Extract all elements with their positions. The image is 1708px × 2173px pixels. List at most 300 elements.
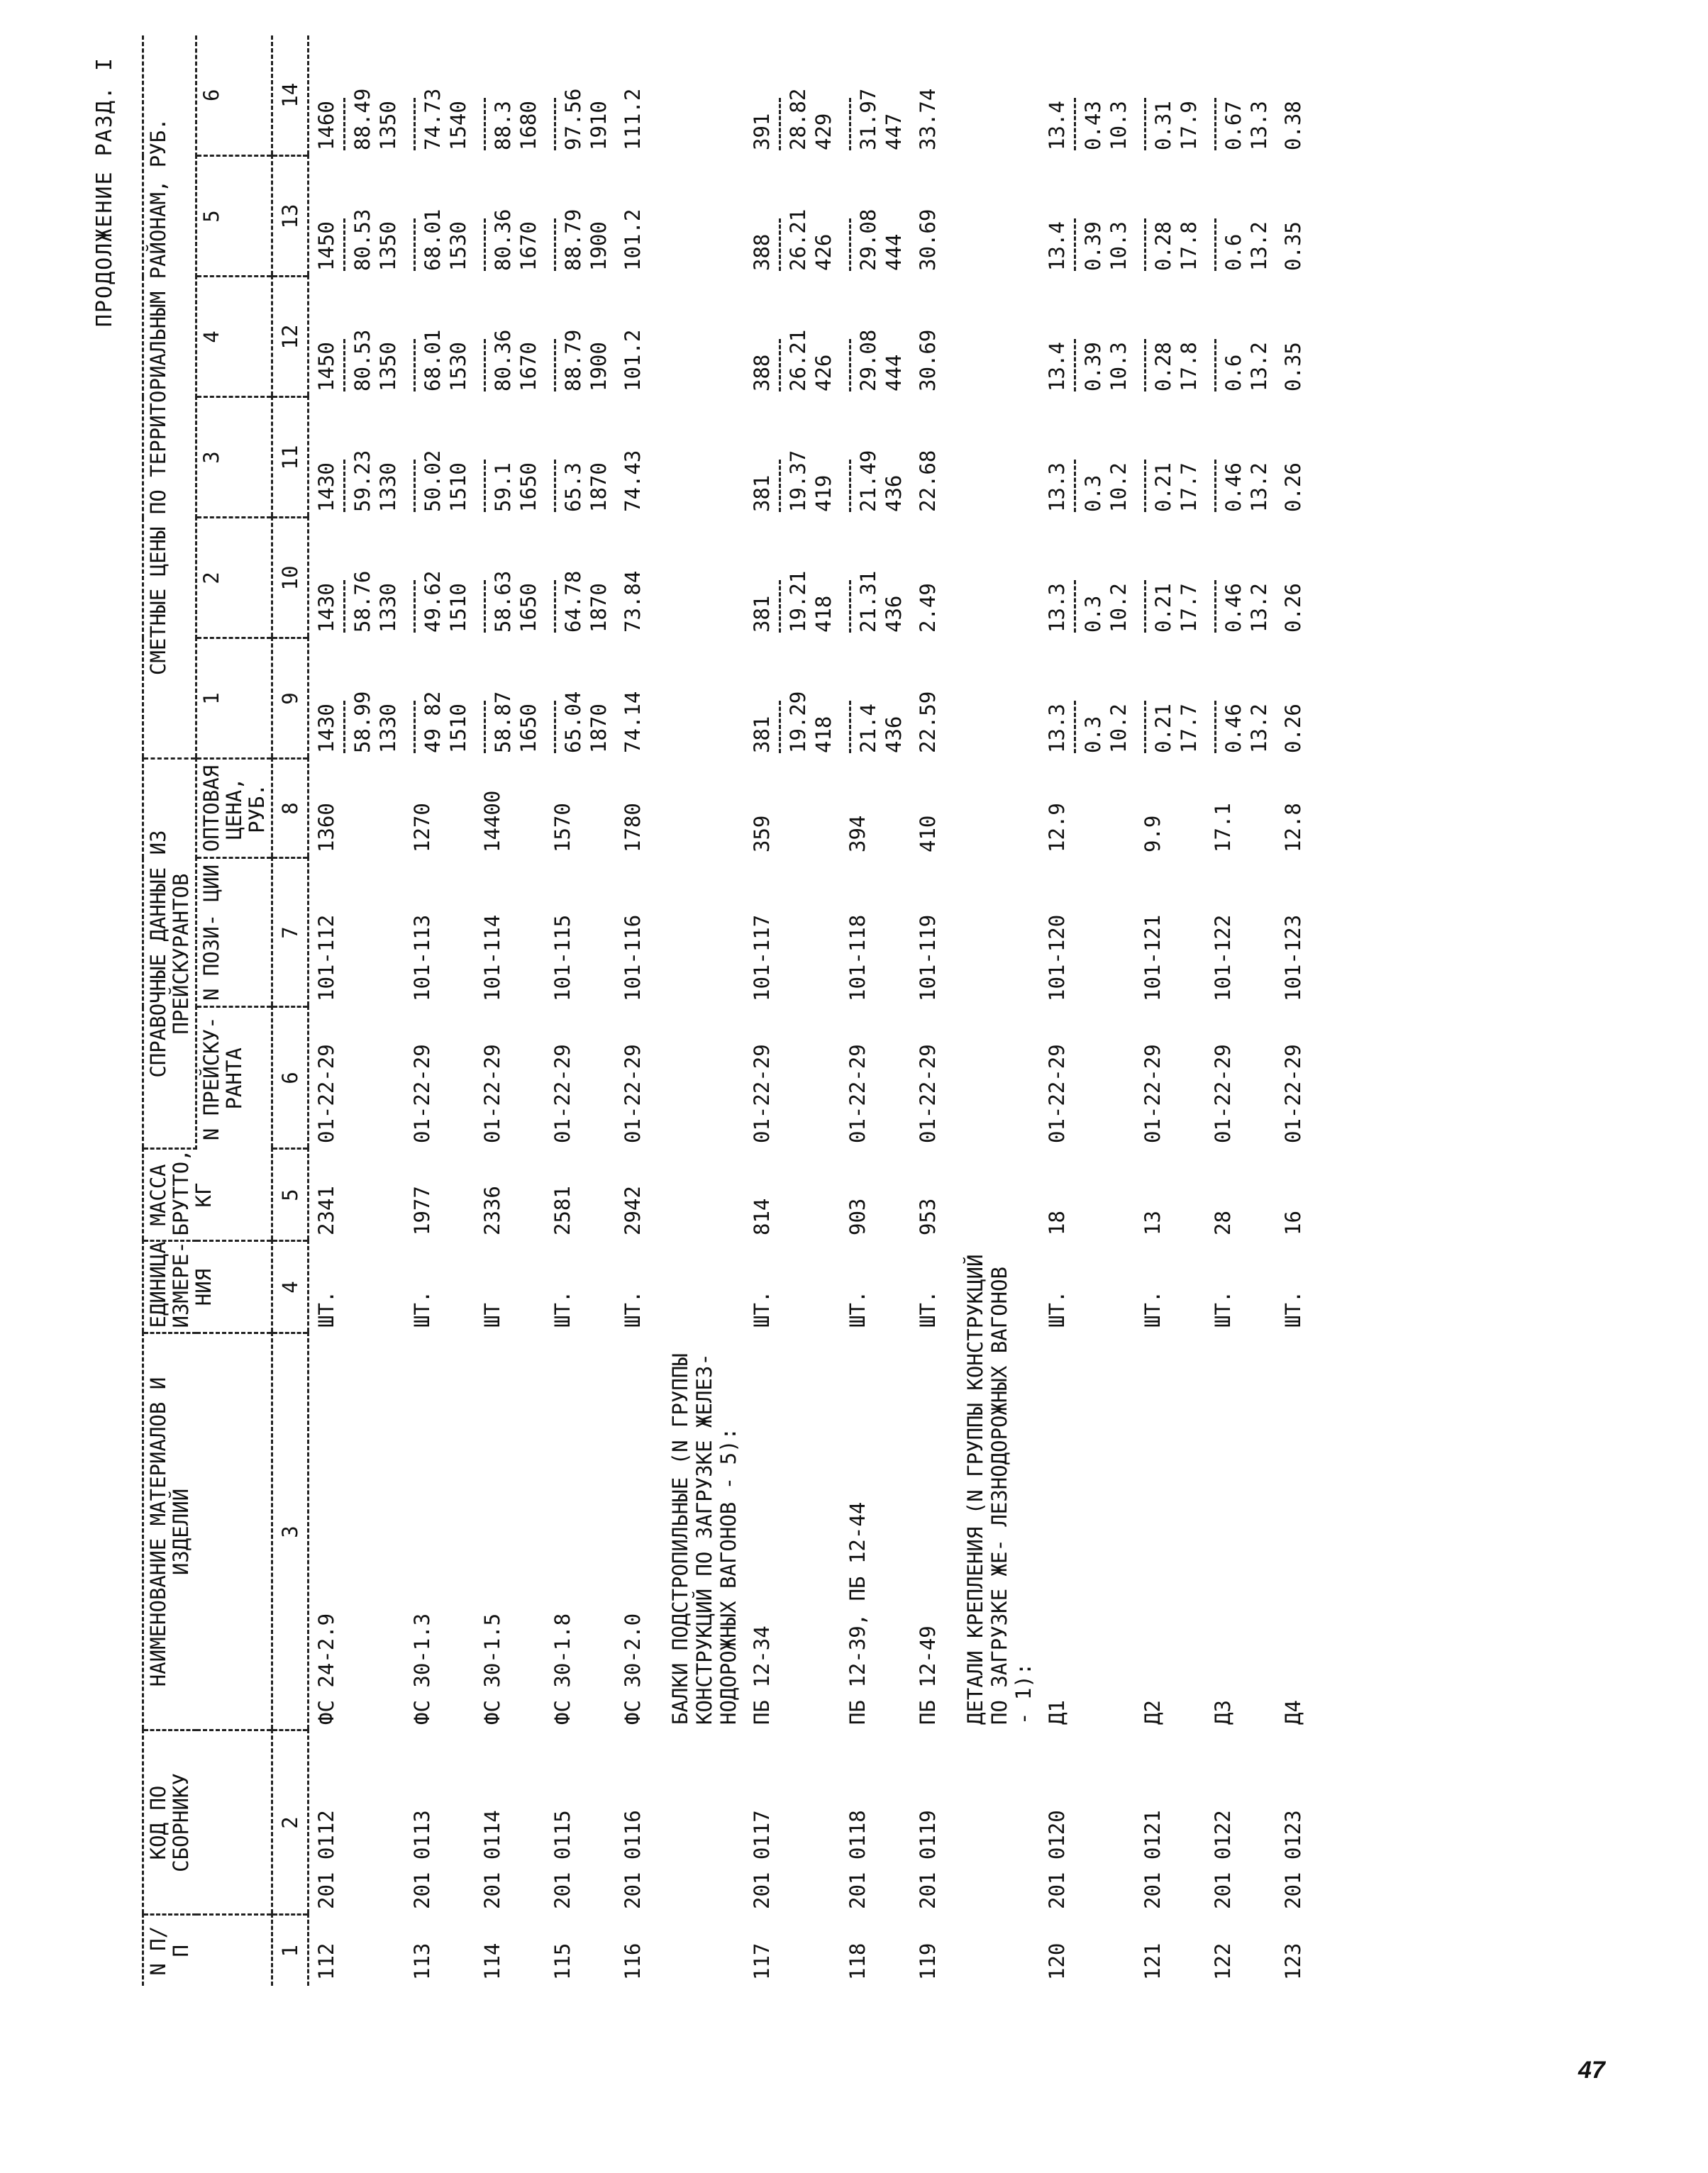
fraction-price: 426 <box>811 233 836 271</box>
row-number: 115 <box>550 1943 575 1980</box>
row-wholesale: 9.9 <box>1141 815 1165 852</box>
fraction-bar <box>554 701 556 753</box>
region-price-cell <box>745 277 841 397</box>
row-wholesale: 14400 <box>480 790 504 852</box>
price-fraction <box>1070 98 1131 150</box>
region-price-cell <box>1136 35 1206 156</box>
row-position: 101-119 <box>916 914 940 1001</box>
row-name: Д2 <box>1141 1700 1165 1725</box>
price-fraction <box>550 460 611 512</box>
table-row <box>1040 35 1136 1986</box>
region-price-cell <box>1040 277 1136 397</box>
row-position: 101-116 <box>621 914 645 1001</box>
region-transport-cost: 22.68 <box>916 450 940 512</box>
price-fraction <box>1210 98 1272 150</box>
rotated-table-area <box>92 35 1475 1986</box>
region-price-cell <box>745 518 841 638</box>
fraction-price: 10.2 <box>1107 583 1131 633</box>
row-number: 112 <box>314 1943 338 1980</box>
price-fraction <box>409 571 471 633</box>
fraction-transport: 68.01 <box>421 209 445 271</box>
region-price-cell <box>1206 35 1276 156</box>
colnum-13: 13 <box>272 156 309 277</box>
row-mass: 903 <box>845 1198 870 1235</box>
region-price-cell <box>545 397 616 518</box>
fraction-price: 13.2 <box>1247 342 1271 391</box>
row-wholesale: 1570 <box>550 803 575 852</box>
fraction-transport: 49.62 <box>421 570 445 633</box>
region-transport-cost: 101.2 <box>621 209 645 271</box>
region-price-cell <box>545 35 616 156</box>
header-code: КОД ПО СБОРНИКУ <box>143 1730 272 1915</box>
fraction-transport: 0.39 <box>1081 221 1105 271</box>
fraction-transport: 0.21 <box>1151 704 1175 753</box>
price-fraction <box>339 330 401 391</box>
price-fraction <box>339 450 401 512</box>
region-price-cell <box>1276 397 1310 518</box>
header-reference: СПРАВОЧНЫЕ ДАННЫЕ ИЗ ПРЕЙСКУРАНТОВ <box>143 759 196 1149</box>
region-transport-cost: 73.84 <box>621 570 645 633</box>
row-pricelist: 01-22-29 <box>1281 1044 1305 1143</box>
region-transport-cost: 0.26 <box>1281 704 1305 753</box>
row-pricelist: 01-22-29 <box>916 1044 940 1143</box>
fraction-price: 1530 <box>446 221 470 271</box>
price-fraction <box>339 571 401 633</box>
fraction-bar <box>779 218 781 271</box>
price-fraction <box>409 330 471 391</box>
region-price: 1430 <box>314 583 338 633</box>
price-fraction <box>550 691 611 753</box>
fraction-price: 418 <box>811 595 836 633</box>
row-number: 119 <box>916 1943 940 1980</box>
row-mass: 953 <box>916 1198 940 1235</box>
row-code: 201 0119 <box>916 1810 940 1909</box>
fraction-price: 1650 <box>516 462 540 512</box>
row-pricelist: 01-22-29 <box>550 1044 575 1143</box>
region-transport-cost: 0.35 <box>1281 342 1305 391</box>
fraction-transport: 0.39 <box>1081 342 1105 391</box>
fraction-price: 1670 <box>516 221 540 271</box>
row-wholesale: 12.9 <box>1045 803 1069 852</box>
fraction-transport: 80.53 <box>350 329 375 391</box>
row-wholesale: 394 <box>845 815 870 852</box>
fraction-price: 17.7 <box>1177 704 1201 753</box>
fraction-transport: 21.4 <box>856 704 880 753</box>
row-position: 101-120 <box>1045 914 1069 1001</box>
fraction-bar <box>849 218 851 271</box>
price-fraction <box>1140 339 1202 391</box>
row-name: ФС 30-1.3 <box>410 1613 434 1725</box>
region-price-cell <box>405 638 475 759</box>
price-fraction <box>845 701 906 753</box>
price-fraction <box>1140 98 1202 150</box>
fraction-transport: 0.46 <box>1221 462 1246 512</box>
region-price: 388 <box>750 233 774 271</box>
row-pricelist: 01-22-29 <box>1211 1044 1235 1143</box>
region-price-cell <box>911 156 945 277</box>
region-price-cell <box>911 35 945 156</box>
fraction-transport: 0.6 <box>1221 233 1246 271</box>
region-price: 1450 <box>314 221 338 271</box>
row-code: 201 0118 <box>845 1810 870 1909</box>
fraction-transport: 0.28 <box>1151 221 1175 271</box>
region-price-cell <box>1040 638 1136 759</box>
fraction-bar <box>343 339 345 391</box>
region-price: 13.3 <box>1045 583 1069 633</box>
table-row <box>1136 35 1206 1986</box>
fraction-price: 1650 <box>516 704 540 753</box>
region-price-cell <box>616 156 650 277</box>
region-transport-cost: 111.2 <box>621 88 645 150</box>
row-code: 201 0123 <box>1281 1810 1305 1909</box>
row-unit: ШТ. <box>1141 1290 1165 1328</box>
region-price-cell <box>1136 156 1206 277</box>
row-wholesale: 1360 <box>314 803 338 852</box>
group-heading: БАЛКИ ПОДСТРОПИЛЬНЫЕ (N ГРУППЫ КОНСТРУКЦИЙ ПО ЗАГРУЗКЕ ЖЕЛЕЗ- НОДОРОЖНЫХ ВАГОНОВ - 5): <box>668 1353 741 1725</box>
row-position: 101-122 <box>1211 914 1235 1001</box>
region-price-cell <box>405 397 475 518</box>
colnum-2: 2 <box>272 1730 309 1915</box>
fraction-transport: 0.3 <box>1081 474 1105 512</box>
region-transport-cost: 30.69 <box>916 329 940 391</box>
colnum-12: 12 <box>272 277 309 397</box>
price-fraction <box>409 89 471 150</box>
fraction-transport: 88.49 <box>350 88 375 150</box>
region-transport-cost: 74.14 <box>621 691 645 753</box>
header-region-2: 2 <box>196 518 272 638</box>
row-pricelist: 01-22-29 <box>410 1044 434 1143</box>
fraction-bar <box>1074 98 1076 150</box>
fraction-transport: 0.46 <box>1221 704 1246 753</box>
region-price-cell <box>1136 518 1206 638</box>
fraction-bar <box>779 339 781 391</box>
row-mass: 18 <box>1045 1211 1069 1235</box>
fraction-bar <box>343 98 345 150</box>
price-fraction <box>479 209 541 271</box>
region-price-cell <box>745 397 841 518</box>
row-unit: ШТ. <box>621 1290 645 1328</box>
table-row <box>309 35 406 1986</box>
fraction-transport: 0.21 <box>1151 583 1175 633</box>
fraction-bar <box>554 98 556 150</box>
fraction-price: 1900 <box>587 342 611 391</box>
fraction-transport: 58.87 <box>491 691 515 753</box>
row-mass: 13 <box>1141 1211 1165 1235</box>
region-price-cell <box>616 397 650 518</box>
region-price-cell <box>1136 397 1206 518</box>
row-name: ПБ 12-49 <box>916 1625 940 1725</box>
header-region-4: 4 <box>196 277 272 397</box>
fraction-price: 1330 <box>376 583 400 633</box>
price-fraction <box>479 98 541 150</box>
table-row <box>911 35 945 1986</box>
row-wholesale: 410 <box>916 815 940 852</box>
row-pricelist: 01-22-29 <box>480 1044 504 1143</box>
fraction-bar <box>849 580 851 633</box>
row-mass: 28 <box>1211 1211 1235 1235</box>
fraction-price: 1870 <box>587 462 611 512</box>
colnum-8: 8 <box>272 759 309 858</box>
price-fraction <box>550 89 611 150</box>
row-pricelist: 01-22-29 <box>1141 1044 1165 1143</box>
fraction-bar <box>484 339 486 391</box>
fraction-bar <box>343 580 345 633</box>
region-price-cell <box>616 277 650 397</box>
fraction-price: 436 <box>882 474 906 512</box>
fraction-transport: 0.67 <box>1221 101 1246 150</box>
fraction-bar <box>1214 98 1216 150</box>
price-fraction <box>845 571 906 633</box>
region-price-cell <box>1040 156 1136 277</box>
fraction-price: 426 <box>811 354 836 391</box>
row-unit: ШТ. <box>314 1290 338 1328</box>
fraction-bar <box>849 460 851 512</box>
price-fraction <box>479 330 541 391</box>
empty-cell <box>945 1915 1040 1986</box>
price-fraction <box>1070 701 1131 753</box>
row-mass: 2942 <box>621 1186 645 1235</box>
row-name: Д1 <box>1045 1700 1069 1725</box>
region-price-cell <box>309 277 406 397</box>
price-fraction <box>1210 701 1272 753</box>
colnum-14: 14 <box>272 35 309 156</box>
row-number: 123 <box>1281 1943 1305 1980</box>
region-price-cell <box>309 35 406 156</box>
header-wholesale: ОПТОВАЯ ЦЕНА, РУБ. <box>196 759 272 858</box>
fraction-price: 1680 <box>516 101 540 150</box>
fraction-bar <box>414 701 416 753</box>
fraction-price: 1870 <box>587 704 611 753</box>
region-price: 13.4 <box>1045 101 1069 150</box>
price-fraction <box>845 330 906 391</box>
fraction-bar <box>779 98 781 150</box>
region-price-cell <box>841 277 911 397</box>
price-fraction <box>1210 339 1272 391</box>
price-fraction <box>1070 218 1131 271</box>
row-unit: ШТ. <box>550 1290 575 1328</box>
price-fraction <box>550 330 611 391</box>
price-fraction <box>775 330 836 391</box>
row-code: 201 0116 <box>621 1810 645 1909</box>
row-mass: 2336 <box>480 1186 504 1235</box>
row-mass: 2341 <box>314 1186 338 1235</box>
region-transport-cost: 0.26 <box>1281 462 1305 512</box>
region-price-cell <box>405 277 475 397</box>
fraction-bar <box>1074 580 1076 633</box>
row-name: ПБ 12-34 <box>750 1625 774 1725</box>
region-price-cell <box>475 277 545 397</box>
fraction-transport: 64.78 <box>561 570 585 633</box>
region-transport-cost: 101.2 <box>621 329 645 391</box>
fraction-transport: 0.3 <box>1081 595 1105 633</box>
fraction-price: 429 <box>811 113 836 150</box>
header-name: НАИМЕНОВАНИЕ МАТЕРИАЛОВ И ИЗДЕЛИЙ <box>143 1333 272 1730</box>
region-price: 1430 <box>314 704 338 753</box>
row-name: Д3 <box>1211 1700 1235 1725</box>
row-position: 101-118 <box>845 914 870 1001</box>
row-number: 122 <box>1211 1943 1235 1980</box>
fraction-bar <box>779 701 781 753</box>
fraction-price: 10.3 <box>1107 342 1131 391</box>
row-code: 201 0115 <box>550 1810 575 1909</box>
region-price-cell <box>841 638 911 759</box>
fraction-bar <box>484 580 486 633</box>
region-transport-cost: 30.69 <box>916 209 940 271</box>
fraction-price: 17.9 <box>1177 101 1201 150</box>
fraction-bar <box>484 460 486 512</box>
fraction-transport: 59.23 <box>350 450 375 512</box>
fraction-transport: 29.08 <box>856 329 880 391</box>
fraction-bar <box>554 580 556 633</box>
fraction-price: 1510 <box>446 583 470 633</box>
region-price-cell <box>1040 518 1136 638</box>
colnum-9: 9 <box>272 638 309 759</box>
region-price: 381 <box>750 474 774 512</box>
region-price-cell <box>911 518 945 638</box>
fraction-price: 1510 <box>446 462 470 512</box>
fraction-transport: 29.08 <box>856 209 880 271</box>
colnum-1: 1 <box>272 1915 309 1986</box>
fraction-transport: 50.02 <box>421 450 445 512</box>
header-region-6: 6 <box>196 35 272 156</box>
region-price-cell <box>475 518 545 638</box>
row-unit: ШТ. <box>1045 1290 1069 1328</box>
row-name: Д4 <box>1281 1700 1305 1725</box>
fraction-bar <box>414 580 416 633</box>
price-fraction <box>1070 460 1131 512</box>
fraction-price: 419 <box>811 474 836 512</box>
table-row <box>475 35 545 1986</box>
region-price: 13.3 <box>1045 704 1069 753</box>
fraction-bar <box>779 580 781 633</box>
row-wholesale: 1780 <box>621 803 645 852</box>
row-position: 101-114 <box>480 914 504 1001</box>
row-unit: ШТ. <box>750 1290 774 1328</box>
fraction-price: 13.2 <box>1247 221 1271 271</box>
fraction-transport: 80.36 <box>491 329 515 391</box>
fraction-price: 1330 <box>376 704 400 753</box>
fraction-price: 17.7 <box>1177 583 1201 633</box>
row-pricelist: 01-22-29 <box>621 1044 645 1143</box>
table-row <box>745 35 841 1986</box>
fraction-bar <box>1144 580 1146 633</box>
continuation-note: ПРОДОЛЖЕНИЕ РАЗД. I <box>92 57 117 328</box>
row-name: ФС 30-2.0 <box>621 1613 645 1725</box>
fraction-bar <box>1144 98 1146 150</box>
row-mass: 2581 <box>550 1186 575 1235</box>
fraction-transport: 21.49 <box>856 450 880 512</box>
row-unit: ШТ. <box>410 1290 434 1328</box>
fraction-price: 444 <box>882 233 906 271</box>
region-price-cell <box>911 277 945 397</box>
region-price-cell <box>475 156 545 277</box>
row-pricelist: 01-22-29 <box>314 1044 338 1143</box>
region-price-cell <box>475 397 545 518</box>
region-price-cell <box>405 518 475 638</box>
row-mass: 814 <box>750 1198 774 1235</box>
region-price-cell <box>1206 397 1276 518</box>
fraction-price: 13.3 <box>1247 101 1271 150</box>
row-name: ФС 24-2.9 <box>314 1613 338 1725</box>
region-price-cell <box>911 638 945 759</box>
price-fraction <box>775 571 836 633</box>
region-transport-cost: 0.38 <box>1281 101 1305 150</box>
region-price-cell <box>616 35 650 156</box>
region-price-cell <box>545 277 616 397</box>
row-number: 117 <box>750 1943 774 1980</box>
region-transport-cost: 33.74 <box>916 88 940 150</box>
fraction-bar <box>1214 218 1216 271</box>
price-fraction <box>479 460 541 512</box>
region-price-cell <box>475 638 545 759</box>
region-price-cell <box>309 638 406 759</box>
row-position: 101-112 <box>314 914 338 1001</box>
fraction-price: 1650 <box>516 583 540 633</box>
region-transport-cost: 0.35 <box>1281 221 1305 271</box>
fraction-bar <box>414 339 416 391</box>
row-position: 101-123 <box>1281 914 1305 1001</box>
fraction-transport: 80.36 <box>491 209 515 271</box>
region-price-cell <box>309 397 406 518</box>
region-price-cell <box>745 638 841 759</box>
price-fraction <box>775 450 836 512</box>
region-price-cell <box>1136 277 1206 397</box>
fraction-price: 447 <box>882 113 906 150</box>
fraction-transport: 19.37 <box>786 450 810 512</box>
region-price-cell <box>1206 156 1276 277</box>
fraction-price: 1510 <box>446 704 470 753</box>
price-fraction <box>845 89 906 150</box>
fraction-price: 17.7 <box>1177 462 1201 512</box>
fraction-transport: 68.01 <box>421 329 445 391</box>
fraction-transport: 97.56 <box>561 88 585 150</box>
header-region-5: 5 <box>196 156 272 277</box>
table-row <box>1206 35 1276 1986</box>
row-wholesale: 12.8 <box>1281 803 1305 852</box>
region-price-cell <box>1136 638 1206 759</box>
fraction-transport: 49 82 <box>421 691 445 753</box>
row-position: 101-121 <box>1141 914 1165 1001</box>
fraction-price: 436 <box>882 595 906 633</box>
region-price-cell <box>1276 35 1310 156</box>
region-price-cell <box>1206 518 1276 638</box>
table-row <box>405 35 475 1986</box>
fraction-transport: 0.46 <box>1221 583 1246 633</box>
fraction-transport: 0.31 <box>1151 101 1175 150</box>
row-wholesale: 359 <box>750 815 774 852</box>
region-price-cell <box>1276 156 1310 277</box>
row-pricelist: 01-22-29 <box>845 1044 870 1143</box>
region-price: 13.3 <box>1045 462 1069 512</box>
fraction-bar <box>1214 580 1216 633</box>
region-price-cell <box>1276 518 1310 638</box>
fraction-bar <box>1144 460 1146 512</box>
row-code: 201 0117 <box>750 1810 774 1909</box>
empty-cell <box>945 35 1040 1241</box>
price-fraction <box>409 691 471 753</box>
fraction-transport: 65.04 <box>561 691 585 753</box>
price-fraction <box>339 209 401 271</box>
region-price-cell <box>745 35 841 156</box>
fraction-bar <box>343 701 345 753</box>
region-price-cell <box>309 156 406 277</box>
page-number: 47 <box>1578 2057 1605 2084</box>
region-price-cell <box>405 156 475 277</box>
header-region-3: 3 <box>196 397 272 518</box>
fraction-bar <box>849 98 851 150</box>
region-price: 391 <box>750 113 774 150</box>
table-row <box>616 35 650 1986</box>
